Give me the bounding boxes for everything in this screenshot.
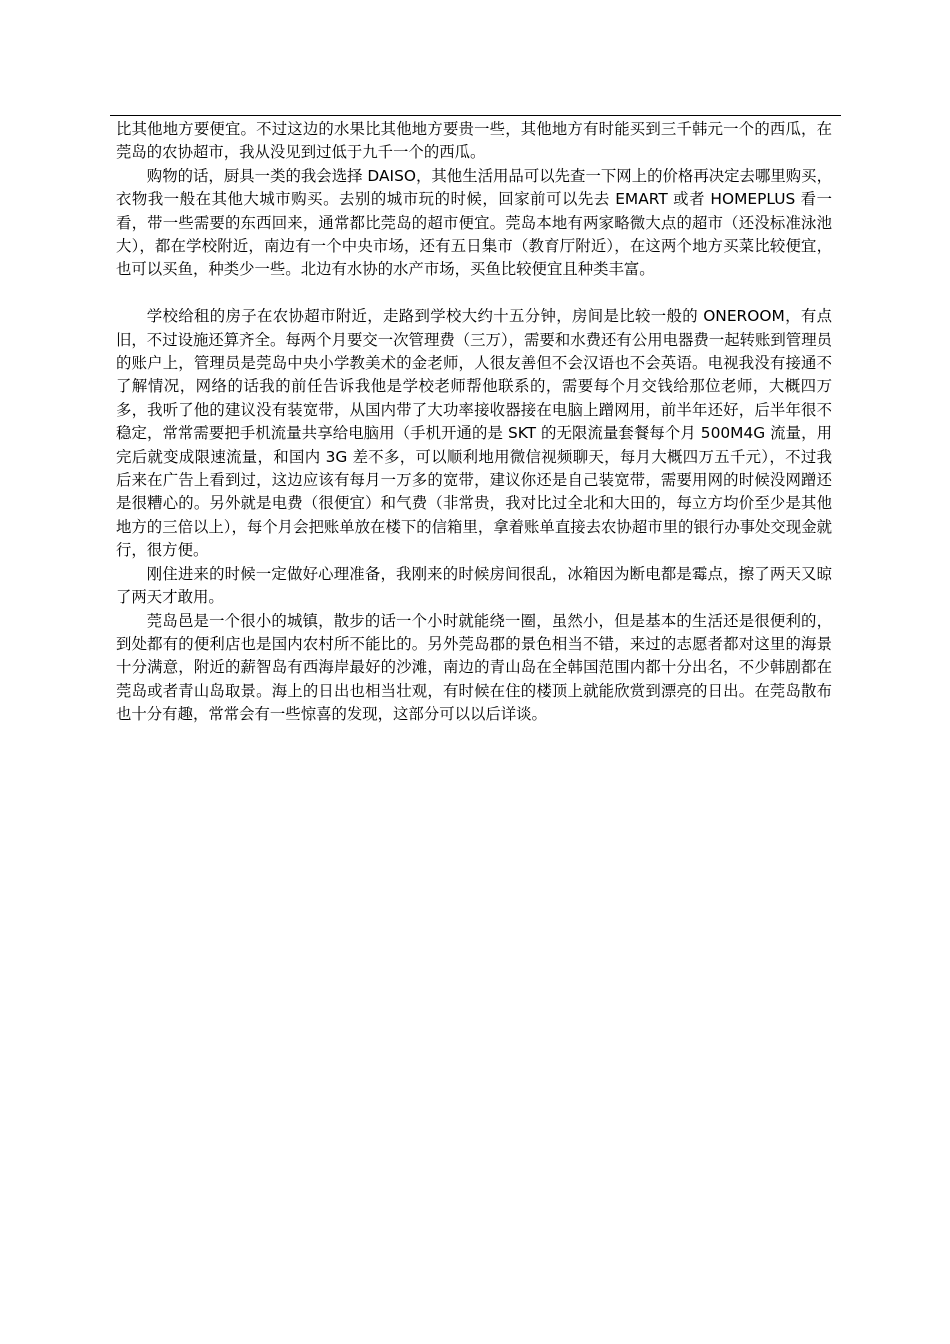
document-body	[116, 118, 832, 727]
paragraph-move-in: 刚住进来的时候一定做好心理准备，我刚来的时候房间很乱，冰箱因为断电都是霉点，擦了两天又晾了两天才敢用。	[116, 564, 832, 607]
paragraph-fruit-prices: 比其他地方要便宜。不过这边的水果比其他地方要贵一些，其他地方有时能买到三千韩元一个的西瓜，在莞岛的农协超市，我从没见到过低于九千一个的西瓜。	[116, 120, 832, 162]
paragraph-spacer	[116, 282, 832, 305]
header-divider	[110, 115, 841, 116]
paragraph-housing: 学校给租的房子在农协超市附近，走路到学校大约十五分钟，房间是比较一般的 ONEROOM，有点旧，不过设施还算齐全。每两个月要交一次管理费（三万），需要和水费还有公用电器费一起转账到管理员的账户上，管理员是莞岛中央小学教美术的金老师，人很友善但不会汉语也不会英语。电视我没有接通不了解情况，网络的话我的前任告诉我他是学校老师帮他联系的，需要每个月交钱给那位老师，大概四万多，我听了他的建议没有装宽带，从国内带了大功率接收器接在电脑上蹭网用，前半年还好，后半年很不稳定，常常需要把手机流量共享给电脑用（手机开通的是 SKT 的无限流量套餐每个月 500M4G 流量，用完后就变成限速流量，和国内 3G 差不多，可以顺利地用微信视频聊天，每月大概四万五千元），不过我后来在广告上看到过，这边应该有每月一万多的宽带，建议你还是自己装宽带，需要用网的时候没网蹭还是很糟心的。另外就是电费（很便宜）和气费（非常贵，我对比过全北和大田的，每立方均价至少是其他地方的三倍以上），每个月会把账单放在楼下的信箱里，拿着账单直接去农协超市里的银行办事处交现金就行，很方便。	[116, 307, 832, 560]
paragraph-shopping: 购物的话，厨具一类的我会选择 DAISO，其他生活用品可以先查一下网上的价格再决定去哪里购买，衣物我一般在其他大城市购买。去别的城市玩的时候，回家前可以先去 EMART 或者 HOMEPLUS 看一看，带一些需要的东西回来，通常都比莞岛的超市便宜。莞岛本地有两家略微大点的超市（还没标准泳池大），都在学校附近，南边有一个中央市场，还有五日集市（教育厅附近），在这两个地方买菜比较便宜，也可以买鱼，种类少一些。北边有水协的水产市场，买鱼比较便宜且种类丰富。	[116, 166, 832, 279]
paragraph-town: 莞岛邑是一个很小的城镇，散步的话一个小时就能绕一圈，虽然小，但是基本的生活还是很便利的，到处都有的便利店也是国内农村所不能比的。另外莞岛郡的景色相当不错，来过的志愿者都对这里的海景十分满意，附近的薪智岛有西海岸最好的沙滩，南边的青山岛在全韩国范围内都十分出名，不少韩剧都在莞岛或者青山岛取景。海上的日出也相当壮观，有时候在住的楼顶上就能欣赏到漂亮的日出。在莞岛散布也十分有趣，常常会有一些惊喜的发现，这部分可以以后详谈。	[116, 611, 832, 724]
